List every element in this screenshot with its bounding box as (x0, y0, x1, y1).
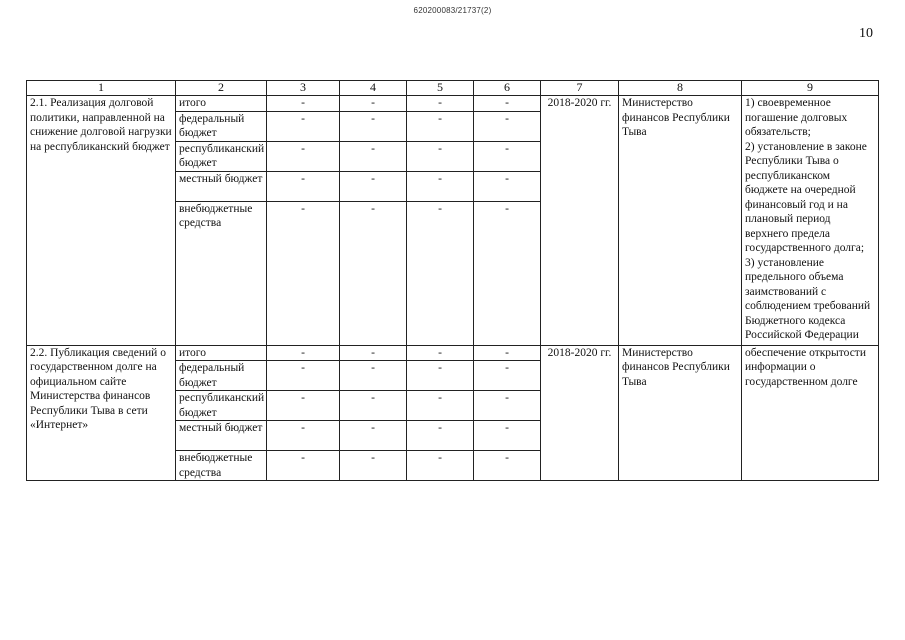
funding-value: - (340, 361, 407, 391)
funding-value: - (407, 96, 474, 112)
header-row (27, 81, 879, 96)
funding-value: - (474, 421, 541, 451)
funding-value: - (340, 111, 407, 141)
funding-value: - (474, 96, 541, 112)
measure-name: 2.2. Публикация сведений о государственном долге на официальном сайте Министерства финансов Республики Тыва в сети «Интернет» (27, 345, 176, 481)
document-id: 620200083/21737(2) (413, 6, 492, 15)
col-header-5: 5 (407, 81, 474, 96)
col-header-7: 7 (541, 81, 619, 96)
funding-value: - (340, 391, 407, 421)
funding-value: - (267, 201, 340, 345)
expected-results: 1) своевременное погашение долговых обязательств; 2) установление в законе Республики Тыва о республиканском бюджете на очередной финансовый год и на плановый период верхнего предела государственного долга; 3) установление предельного объема заимствований с соблюдением требований Бюджетного кодекса Российской Федерации (742, 96, 879, 346)
funding-value: - (474, 451, 541, 481)
col-header-6: 6 (474, 81, 541, 96)
funding-value: - (407, 391, 474, 421)
col-header-8: 8 (619, 81, 742, 96)
col-header-1: 1 (27, 81, 176, 96)
funding-value: - (340, 96, 407, 112)
col-header-2: 2 (176, 81, 267, 96)
funding-value: - (474, 171, 541, 201)
funding-source-label: итого (176, 96, 267, 112)
funding-value: - (474, 201, 541, 345)
funding-source-label: федеральный бюджет (176, 361, 267, 391)
measure-name: 2.1. Реализация долговой политики, направленной на снижение долговой нагрузки на республиканский бюджет (27, 96, 176, 346)
funding-value: - (340, 345, 407, 361)
funding-value: - (267, 391, 340, 421)
funding-value: - (474, 361, 541, 391)
funding-value: - (407, 361, 474, 391)
implementation-period: 2018-2020 гг. (541, 345, 619, 481)
funding-value: - (340, 451, 407, 481)
funding-value: - (407, 111, 474, 141)
table-row (27, 345, 879, 361)
funding-value: - (474, 111, 541, 141)
responsible-executor: Министерство финансов Республики Тыва (619, 96, 742, 346)
responsible-executor: Министерство финансов Республики Тыва (619, 345, 742, 481)
expected-results: обеспечение открытости информации о государственном долге (742, 345, 879, 481)
funding-source-label: итого (176, 345, 267, 361)
funding-source-label: местный бюджет (176, 421, 267, 451)
funding-value: - (407, 421, 474, 451)
page-number: 10 (859, 26, 873, 41)
funding-value: - (474, 141, 541, 171)
funding-value: - (407, 141, 474, 171)
funding-source-label: республиканский бюджет (176, 141, 267, 171)
col-header-3: 3 (267, 81, 340, 96)
funding-value: - (407, 201, 474, 345)
funding-source-label: внебюджетные средства (176, 201, 267, 345)
funding-value: - (267, 111, 340, 141)
funding-value: - (267, 421, 340, 451)
funding-value: - (340, 141, 407, 171)
funding-value: - (474, 345, 541, 361)
funding-value: - (267, 141, 340, 171)
funding-value: - (407, 345, 474, 361)
table-row (27, 96, 879, 112)
col-header-9: 9 (742, 81, 879, 96)
funding-value: - (267, 361, 340, 391)
funding-value: - (474, 391, 541, 421)
funding-source-label: федеральный бюджет (176, 111, 267, 141)
funding-value: - (340, 201, 407, 345)
implementation-period: 2018-2020 гг. (541, 96, 619, 346)
col-header-4: 4 (340, 81, 407, 96)
funding-value: - (340, 171, 407, 201)
funding-value: - (267, 96, 340, 112)
funding-value: - (407, 451, 474, 481)
funding-value: - (267, 345, 340, 361)
funding-source-label: внебюджетные средства (176, 451, 267, 481)
funding-source-label: местный бюджет (176, 171, 267, 201)
measures-table (26, 80, 879, 481)
funding-value: - (267, 171, 340, 201)
funding-value: - (340, 421, 407, 451)
funding-source-label: республиканский бюджет (176, 391, 267, 421)
funding-value: - (267, 451, 340, 481)
funding-value: - (407, 171, 474, 201)
